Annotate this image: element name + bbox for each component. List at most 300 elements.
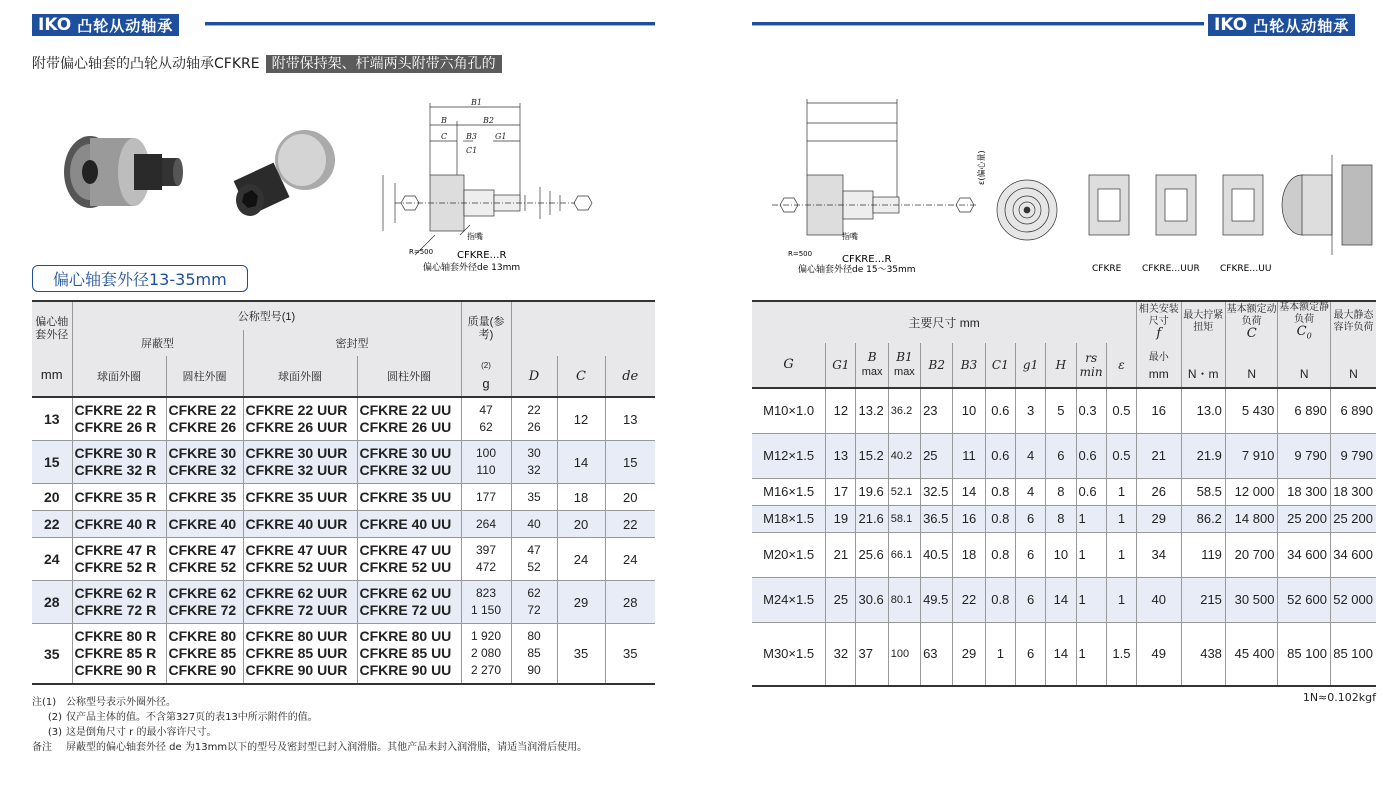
cell-value: 37 [856,622,888,686]
footnote-key: (3) [47,727,62,738]
model-cell [72,441,166,484]
hdr-mm: mm [40,367,63,382]
cell-value: 36.2 [888,388,920,434]
mass-value: 177 [475,489,497,504]
header-rule-right [752,22,1204,26]
cell-value: 40.5 [921,532,953,577]
model-name: CFKRE 30 R [74,445,157,461]
model-name: CFKRE 26 [168,419,237,435]
hdr-col-sym: B1 [896,350,913,365]
cell-value: 16 [953,505,985,532]
brand-header-right [1208,14,1355,36]
cell-value: 22 [953,577,985,622]
D-value: 40 [527,516,541,531]
model-name: CFKRE 72 UUR [245,602,348,618]
hdr-shield: 屏蔽型 [72,330,243,356]
cell-value: 19 [826,505,856,532]
hdr-C: C [557,356,605,397]
model-name: CFKRE 52 R [74,559,157,575]
D-cell [511,581,557,624]
cell-value: 66.1 [888,532,920,577]
footnote-text: 仅产品主体的值。不含第327页的表13中所示附件的值。 [66,712,318,723]
hdr-max-static: 最大静态容许负荷 [1330,302,1376,343]
brand-logo: IKO [38,15,72,35]
hdr-col [953,343,985,388]
model-name: CFKRE 47 [168,542,237,558]
model-name: CFKRE 62 [168,585,237,601]
cell-value: M24×1.5 [752,577,826,622]
cell-value: 12 [826,388,856,434]
cell-value: 5 430 [1225,388,1278,434]
hdr-install: 相关安装尺寸 f [1137,302,1181,343]
model-cell [243,484,357,511]
mass-value: 1 920 [470,629,502,643]
de-value: 28 [605,581,655,624]
unit-conversion: 1N≈0.102kgf [1302,690,1376,704]
hdr-sph1: 球面外圈 [72,356,166,397]
cell-value: 11 [953,433,985,478]
mass-cell [461,538,511,581]
cell-value: 40 [1137,577,1181,622]
model-cell [72,538,166,581]
model-cell [166,581,243,624]
row-dia: 35 [43,645,60,662]
de-value: 24 [605,538,655,581]
cell-value: 0.5 [1106,433,1136,478]
cell-value: 0.6 [985,433,1015,478]
model-cell [166,538,243,581]
cell-value: 8 [1046,478,1076,505]
model-name: CFKRE 30 [168,445,237,461]
model-name: CFKRE 30 UUR [245,445,348,461]
hdr-unit [1278,343,1331,388]
hdr-unit-sub: 最小 [1148,351,1169,363]
cell-value: 6 890 [1278,388,1331,434]
model-name: CFKRE 52 UUR [245,559,348,575]
cell-value: 13.0 [1181,388,1225,434]
cell-value: 10 [953,388,985,434]
cell-value: 80.1 [888,577,920,622]
model-name: CFKRE 26 R [74,419,157,435]
model-cell [243,581,357,624]
hdr-unit [1225,343,1278,388]
model-name: CFKRE 80 UUR [245,628,348,644]
model-name: CFKRE 35 UUR [245,488,348,505]
cell-value: 30 500 [1225,577,1278,622]
cell-value: M12×1.5 [752,433,826,478]
right-caption-1: CFKRE…R [842,254,892,265]
cell-value: 30.6 [856,577,888,622]
hdr-cyl1: 圆柱外圈 [166,356,243,397]
cell-value: 438 [1181,622,1225,686]
row-dia: 24 [43,551,60,567]
cell-value: 52 600 [1278,577,1331,622]
cell-value: 7 910 [1225,433,1278,478]
footnote-text: 屏蔽型的偏心轴套外径 de 为13mm以下的型号及密封型已封入润滑脂。其他产品未封入润滑脂，请适当润滑后使用。 [66,742,588,753]
hdr-G: G [783,357,794,373]
D-value: 30 [527,446,541,460]
cell-value: 21 [826,532,856,577]
footnote [32,725,587,740]
model-name: CFKRE 90 UU [359,662,452,678]
mass-value: 823 [475,586,497,600]
table-row [752,622,1376,686]
hdr-col-sub: max [894,366,915,379]
hdr-unit-text: mm [1148,366,1169,381]
cell-value: 10 [1046,532,1076,577]
hdr-g-text: g [482,376,490,392]
mass-value: 472 [475,560,497,574]
table-row [752,505,1376,532]
hdr-static: 基本额定静负荷 $C_0$ [1279,302,1330,341]
r500-label: R=500 [409,248,434,256]
footnote [32,740,587,755]
cell-value: 1 [1106,505,1136,532]
hdr-col-sym: ε [1118,357,1125,372]
table-row [32,397,655,441]
cell-value: 215 [1181,577,1225,622]
model-cell [357,397,461,441]
cell-value: 18 300 [1278,478,1331,505]
table-row [752,577,1376,622]
model-cell [357,484,461,511]
D-cell [511,538,557,581]
cell-value: 0.6 [1076,478,1106,505]
footnote-key: 注(1) [32,697,57,708]
caption-cfkre: CFKRE [1092,264,1122,274]
D-cell [511,397,557,441]
product-photos [50,120,390,230]
cell-value: 34 [1137,532,1181,577]
model-name: CFKRE 30 UU [359,445,452,461]
model-name: CFKRE 80 UU [359,628,452,644]
model-name: CFKRE 85 [168,645,237,661]
cell-value: 119 [1181,532,1225,577]
model-name: CFKRE 40 R [74,515,157,532]
cell-value: M18×1.5 [752,505,826,532]
model-name: CFKRE 80 R [74,628,157,644]
model-name: CFKRE 22 UUR [245,402,348,418]
hdr-main-dims: 主要尺寸 mm [908,315,980,330]
subtitle-tag: 附带保持架、杆端两头附带六角孔的 [266,55,502,73]
model-cell [243,511,357,538]
D-value: 22 [527,403,541,417]
hdr-g-note: (2) [481,360,491,370]
row-dia: 15 [32,441,72,484]
dim-c1: C1 [466,146,478,155]
cell-value: 17 [826,478,856,505]
cell-value: 32.5 [921,478,953,505]
model-name: CFKRE 47 UU [359,542,452,558]
cell-value: 52 000 [1330,577,1376,622]
cell-value: 3 [1015,388,1045,434]
hdr-dia-text: 偏心轴套外径 [35,316,69,341]
C-value: 35 [557,624,605,685]
cell-value: 6 [1015,505,1045,532]
hdr-col [1106,343,1136,388]
cell-value: M16×1.5 [763,484,815,500]
cell-value: 14 [1046,577,1076,622]
cell-value: 0.8 [985,577,1015,622]
right-spec-table [752,300,1376,704]
hdr-dyn-text: 基本额定动负荷 [1226,303,1277,327]
mass-cell [461,624,511,685]
mass-value: 2 270 [470,663,502,677]
footnote-text: 公称型号表示外圈外径。 [66,697,176,708]
cell-value: 52.1 [888,478,920,505]
row-dia: 22 [32,511,72,538]
cell-value: 25 200 [1278,505,1331,532]
cell-value: 9 790 [1330,433,1376,478]
mass-value: 62 [479,420,493,434]
model-cell [166,397,243,441]
subtitle-text: 附带偏心轴套的凸轮从动轴承CFKRE [32,56,260,72]
D-value: 80 [527,629,541,643]
model-cell [243,538,357,581]
hdr-col [1046,343,1076,388]
D-cell [511,511,557,538]
table-row [32,624,655,685]
cell-value: 1 [1076,505,1106,532]
cell-value: 34 600 [1330,532,1376,577]
hdr-col [1015,343,1045,388]
row-dia: 13 [43,411,60,427]
hdr-col-sym: rs min [1079,350,1103,379]
cell-value: 25 [921,433,953,478]
cell-value: 16 [1137,388,1181,434]
footnote [32,710,587,725]
hdr-unit [1330,343,1376,388]
header-rule [205,22,655,26]
cell-value: 6 [1015,577,1045,622]
C-value: 20 [557,511,605,538]
brand-logo-right: IKO [1214,15,1248,35]
D-value: 62 [527,586,541,600]
model-cell [72,511,166,538]
D-value: 52 [527,560,541,574]
model-cell [72,484,166,511]
model-cell [357,581,461,624]
cell-value: M20×1.5 [763,547,815,563]
hdr-col-sym: C1 [991,357,1009,372]
model-cell [357,538,461,581]
cell-value: 18 [953,532,985,577]
model-cell [166,441,243,484]
cell-value: 29 [1137,505,1181,532]
hdr-unit [1137,343,1181,388]
cell-value: 0.6 [985,388,1015,434]
dim-b2: B2 [483,116,494,125]
hdr-sph2: 球面外圈 [243,356,357,397]
hdr-col [921,343,953,388]
hdr-stat-text: 基本额定静负荷 [1279,302,1330,325]
cell-value: M10×1.0 [763,403,815,419]
hdr-col [826,343,856,388]
model-cell [166,484,243,511]
cell-value: 5 [1046,388,1076,434]
model-name: CFKRE 62 UUR [245,585,348,601]
hdr-D: D [511,356,557,397]
model-name: CFKRE 22 [168,402,237,418]
cell-value: 26 [1137,478,1181,505]
table-row [752,388,1376,434]
model-name: CFKRE 22 R [74,402,157,418]
model-name: CFKRE 80 [168,628,237,644]
model-name: CFKRE 47 R [74,542,157,558]
bearing-photo-2 [234,130,335,216]
cell-value: 1.5 [1106,622,1136,686]
model-cell [357,624,461,685]
model-name: CFKRE 62 R [74,585,157,601]
model-name: CFKRE 72 R [74,602,157,618]
cell-value: 0.5 [1106,388,1136,434]
table-row [752,478,1376,505]
hdr-col-sym: G1 [832,357,850,372]
hdr-col-sym: B3 [960,357,978,372]
page-title: 凸轮从动轴承 [77,16,174,35]
hdr-col [1076,343,1106,388]
cell-value: 0.8 [985,505,1015,532]
hdr-unit-text: N [1299,366,1309,381]
hdr-g [461,356,511,397]
dim-b: B [441,116,447,125]
cell-value: 45 400 [1225,622,1278,686]
cell-value: 6 [1046,433,1076,478]
cell-value: 13.2 [856,388,888,434]
table-row [32,581,655,624]
cell-value: 100 [888,622,920,686]
row-dia: 28 [32,581,72,624]
hdr-cyl2: 圆柱外圈 [357,356,461,397]
de-value: 15 [605,441,655,484]
model-cell [243,624,357,685]
table-row [32,484,655,511]
mass-cell [461,397,511,441]
table-row [752,532,1376,577]
cell-value: 13 [826,433,856,478]
model-cell [166,511,243,538]
table-row [32,441,655,484]
footnote-text: 这是倒角尺寸 r 的最小容许尺寸。 [66,727,217,738]
C-value: 24 [557,538,605,581]
mass-value: 100 [475,446,497,460]
model-name: CFKRE 47 UUR [245,542,348,558]
hdr-col [888,343,920,388]
hdr-mass: 质量(参考) [461,302,511,356]
mass-value: 1 150 [470,603,502,617]
cell-value: 32 [826,622,856,686]
cell-value: 6 [1015,622,1045,686]
cell-value: 9 790 [1278,433,1331,478]
model-name: CFKRE 85 R [74,645,157,661]
cell-value: 20 700 [1225,532,1278,577]
model-cell [72,624,166,685]
model-name: CFKRE 26 UU [359,419,452,435]
footnote [32,695,587,710]
cell-value: 19.6 [856,478,888,505]
mass-cell [461,581,511,624]
cell-value: 36.5 [921,505,953,532]
model-name: CFKRE 72 UU [359,602,452,618]
C-value: 29 [557,581,605,624]
cell-value: 0.3 [1076,388,1106,434]
D-value: 72 [527,603,541,617]
cell-value: 0.6 [1076,433,1106,478]
cell-value: 85 100 [1278,622,1331,686]
model-name: CFKRE 32 R [74,462,157,478]
hdr-unit-text: N [1247,366,1256,381]
de-value: 20 [605,484,655,511]
cell-value: 23 [921,388,953,434]
hdr-unit-text: N・m [1187,366,1219,381]
cell-value: 14 800 [1225,505,1278,532]
cell-value: 6 890 [1330,388,1376,434]
cell-value: 21.9 [1181,433,1225,478]
D-value: 35 [527,489,541,504]
row-dia: 20 [43,489,60,505]
model-cell [243,397,357,441]
D-value: 47 [527,543,541,557]
hdr-eccentric-dia [32,302,72,397]
footnotes [32,695,587,755]
model-cell [72,397,166,441]
mass-value: 264 [475,516,497,531]
cell-value: 49.5 [921,577,953,622]
cell-value: 25 200 [1330,505,1376,532]
table-row [32,538,655,581]
grease-label-right: 指嘴 [842,232,858,241]
r500-label-right: R=500 [788,250,813,258]
cell-value: 25 [826,577,856,622]
mass-cell [461,441,511,484]
hdr-col-sym: B [867,350,877,365]
left-spec-table [32,300,655,685]
model-name: CFKRE 22 UU [359,402,452,418]
cell-value: 1 [1106,532,1136,577]
footnote-key: (2) [47,712,62,723]
hdr-de: de [605,356,655,397]
C-value: 18 [557,484,605,511]
page-title-right: 凸轮从动轴承 [1253,16,1350,35]
diameter-range-pill: 偏心轴套外径13-35mm [32,265,248,292]
model-name: CFKRE 90 UUR [245,662,348,678]
model-cell [243,441,357,484]
hdr-unit [1181,343,1225,388]
cell-value: 14 [953,478,985,505]
table-row [752,433,1376,478]
model-name: CFKRE 32 UU [359,462,452,478]
cell-value: 86.2 [1181,505,1225,532]
model-name: CFKRE 35 R [74,488,157,505]
model-name: CFKRE 40 UU [359,515,452,532]
cell-value: 4 [1015,433,1045,478]
model-name: CFKRE 32 UUR [245,462,348,478]
D-value: 90 [527,663,541,677]
C-value: 14 [557,441,605,484]
ecc-label: ε(偏心量) [977,150,986,185]
cell-value: 25.6 [856,532,888,577]
cell-value: 21 [1137,433,1181,478]
hdr-col-sub: max [861,366,883,379]
model-cell [166,624,243,685]
right-technical-drawing [752,95,1382,280]
mass-value: 2 080 [470,646,502,660]
model-name: CFKRE 32 [168,462,237,478]
table-row [32,511,655,538]
cell-value: M30×1.5 [763,646,815,662]
cell-value: 29 [953,622,985,686]
hdr-col [856,343,888,388]
